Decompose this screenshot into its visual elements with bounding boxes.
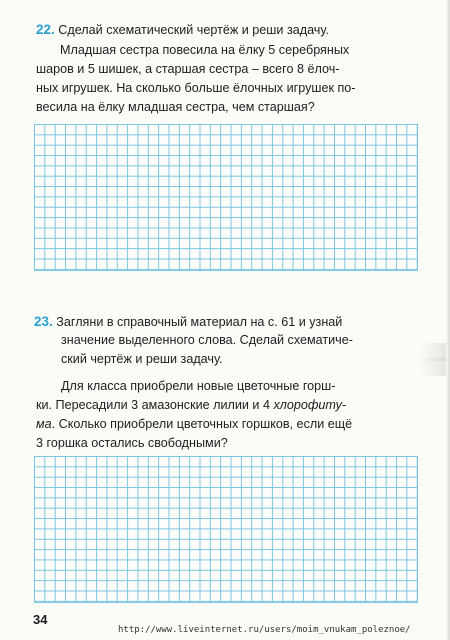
problem-text-line: шаров и 5 шишек, а старшая сестра – всего 8 ёлоч- bbox=[36, 62, 340, 76]
page-edge bbox=[446, 0, 450, 640]
answer-grid-23[interactable] bbox=[34, 456, 418, 603]
answer-grid-22[interactable] bbox=[34, 124, 418, 271]
problem-text-line bbox=[36, 397, 346, 414]
page-number: 34 bbox=[33, 612, 48, 627]
instruction-line: значение выделенного слова. Сделай схематиче- bbox=[61, 333, 353, 347]
highlighted-word: ма bbox=[36, 417, 52, 431]
instruction-line: ский чертёж и реши задачу. bbox=[61, 352, 223, 366]
problem-text-line bbox=[36, 416, 352, 433]
task-number: 23. bbox=[34, 314, 53, 329]
problem-text-line: ных игрушек. На сколько больше ёлочных игрушек по- bbox=[36, 81, 356, 95]
problem-text-line: весила на ёлку младшая сестра, чем старшая? bbox=[36, 100, 315, 114]
task-22-heading bbox=[36, 21, 329, 39]
watermark-url: http://www.liveinternet.ru/users/moim_vnukam_poleznoe/ bbox=[118, 625, 411, 635]
problem-text-line: 3 горшка остались свободными? bbox=[36, 436, 228, 450]
highlighted-word: хлорофиту- bbox=[273, 398, 347, 412]
task-number: 22. bbox=[36, 22, 55, 37]
problem-text-part: . Сколько приобрели цветочных горшков, если ещё bbox=[51, 417, 353, 431]
task-instruction: Сделай схематический чертёж и реши задачу. bbox=[58, 23, 329, 37]
task-instruction: Загляни в справочный материал на с. 61 и узнай bbox=[56, 315, 343, 329]
problem-text-line: Для класса приобрели новые цветочные горш- bbox=[61, 379, 336, 393]
task-23-heading bbox=[34, 313, 342, 331]
problem-text-line: Младшая сестра повесила на ёлку 5 серебряных bbox=[60, 43, 350, 57]
problem-text-part: ки. Пересадили 3 амазонские лилии и 4 bbox=[36, 398, 274, 412]
